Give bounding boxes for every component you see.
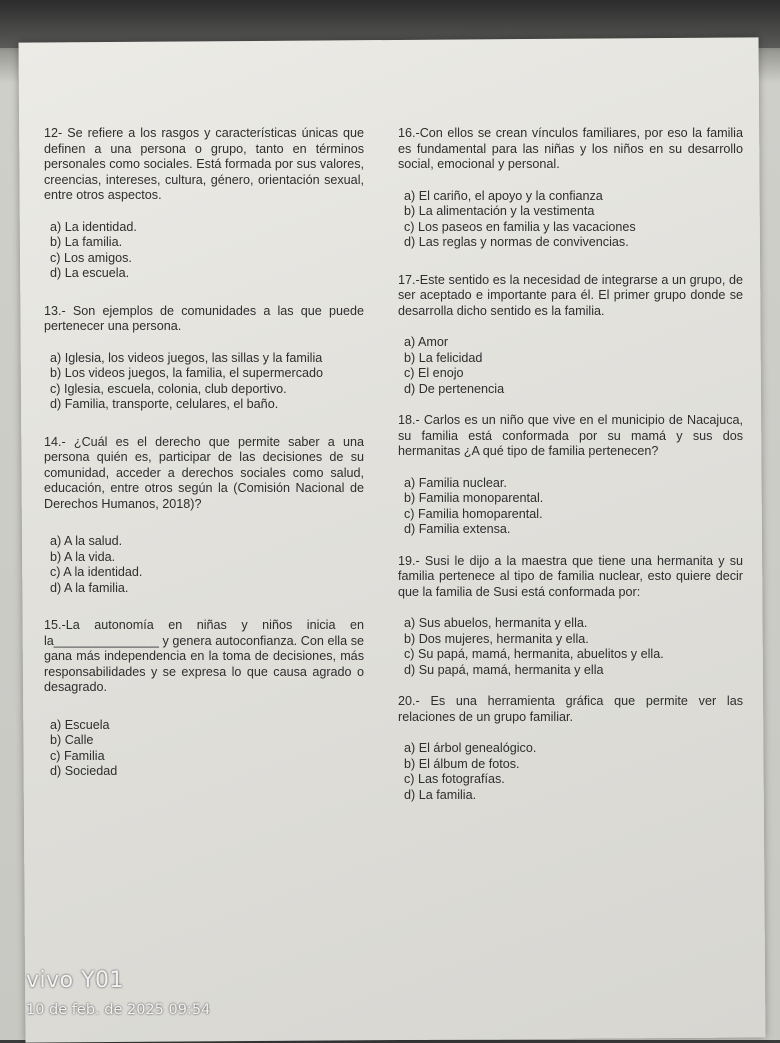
q20-option-c: c) Las fotografías. <box>404 772 505 786</box>
q16-option-d: d) Las reglas y normas de convivencias. <box>404 235 629 249</box>
q18-option-b: b) Familia monoparental. <box>404 491 544 505</box>
q15-option-a: a) Escuela <box>50 717 110 732</box>
right-column <box>398 126 743 803</box>
q13-option-b: b) Los videos juegos, la familia, el supermercado <box>50 366 324 380</box>
q12-option-a: a) La identidad. <box>50 219 137 234</box>
q12-option-c: c) Los amigos. <box>50 250 132 265</box>
q18-option-a: a) Familia nuclear. <box>404 475 507 490</box>
question-18: 18.- Carlos es un niño que vive en el municipio de Nacajuca, su familia está conformada por su mamá y sus dos hermanitas ¿A qué tipo de familia pertenecen? <box>398 413 743 458</box>
q14-option-d: d) A la familia. <box>50 580 129 595</box>
q19-option-c: c) Su papá, mamá, hermanita, abuelitos y ella. <box>404 647 664 661</box>
q19-option-b: b) Dos mujeres, hermanita y ella. <box>404 631 589 646</box>
q15-option-c: c) Familia <box>50 748 105 763</box>
q18-option-c: c) Familia homoparental. <box>404 506 543 521</box>
q18-option-d: d) Familia extensa. <box>404 522 511 536</box>
q14-option-b: b) A la vida. <box>50 549 116 564</box>
q17-option-b: b) La felicidad <box>404 350 483 365</box>
q15-option-b: b) Calle <box>50 733 94 747</box>
q19-option-a: a) Sus abuelos, hermanita y ella. <box>404 616 588 630</box>
question-14: 14.- ¿Cuál es el derecho que permite saber a una persona quién es, participar de las decisiones de su comunidad, acceder a derechos sociales como salud, educación, entre otros según la (Comisión Nacional de Derechos Humanos, 2018)? <box>44 434 364 511</box>
q20-option-a: a) El árbol genealógico. <box>404 741 537 755</box>
question-20: 20.- Es una herramienta gráfica que permite ver las relaciones de un grupo familiar. <box>398 694 743 724</box>
q16-option-a: a) El cariño, el apoyo y la confianza <box>404 188 603 203</box>
q19-option-d: d) Su papá, mamá, hermanita y ella <box>404 662 604 677</box>
q12-option-b: b) La familia. <box>50 235 123 249</box>
q13-option-c: c) Iglesia, escuela, colonia, club deportivo. <box>50 381 287 396</box>
question-17: 17.-Este sentido es la necesidad de integrarse a un grupo, de ser aceptado e importante para él. El primer grupo donde se desarrolla dicho sentido es la familia. <box>398 272 743 318</box>
q16-option-b: b) La alimentación y la vestimenta <box>404 204 595 218</box>
camera-watermark-device: vivo Y01 <box>26 968 125 993</box>
q16-option-c: c) Los paseos en familia y las vacaciones <box>404 219 636 234</box>
q17-option-d: d) De pertenencia <box>404 381 505 396</box>
question-19: 19.- Susi le dijo a la maestra que tiene una hermanita y su familia pertenece al tipo de familia nuclear, esto quiere decir que la familia de Susi está conformada por: <box>398 553 743 599</box>
question-16: 16.-Con ellos se crean vínculos familiares, por eso la familia es fundamental para las niñas y los niños en su desarrollo social, emocional y personal. <box>398 126 743 171</box>
q20-option-d: d) La familia. <box>404 787 477 802</box>
q13-option-d: d) Familia, transporte, celulares, el baño. <box>50 397 279 411</box>
q15-option-d: d) Sociedad <box>50 764 118 778</box>
q20-option-b: b) El álbum de fotos. <box>404 756 520 771</box>
question-15: 15.-La autonomía en niñas y niños inicia en la_______________ y genera autoconfianza. Con ella se gana más independencia en la toma de decisiones, más responsabilidades y se expresa lo que causa agrado o desagrado. <box>44 618 364 694</box>
q14-option-a: a) A la salud. <box>50 534 123 548</box>
q14-option-c: c) A la identidad. <box>50 565 143 579</box>
q17-option-c: c) El enojo <box>404 366 464 380</box>
q17-option-a: a) Amor <box>404 335 449 349</box>
question-12: 12- Se refiere a los rasgos y características únicas que definen a una persona o grupo, tanto en términos personales como sociales. Está formada por sus valores, creencias, intereses, cultura, género, orientación sexual, entre otros aspectos. <box>44 126 364 202</box>
left-column <box>44 126 364 780</box>
q12-option-d: d) La escuela. <box>50 266 130 280</box>
question-13: 13.- Son ejemplos de comunidades a las que puede pertenecer una persona. <box>44 303 364 333</box>
camera-watermark-datetime: 10 de feb. de 2025 09:54 <box>26 1002 211 1018</box>
q13-option-a: a) Iglesia, los videos juegos, las sillas y la familia <box>50 350 323 365</box>
